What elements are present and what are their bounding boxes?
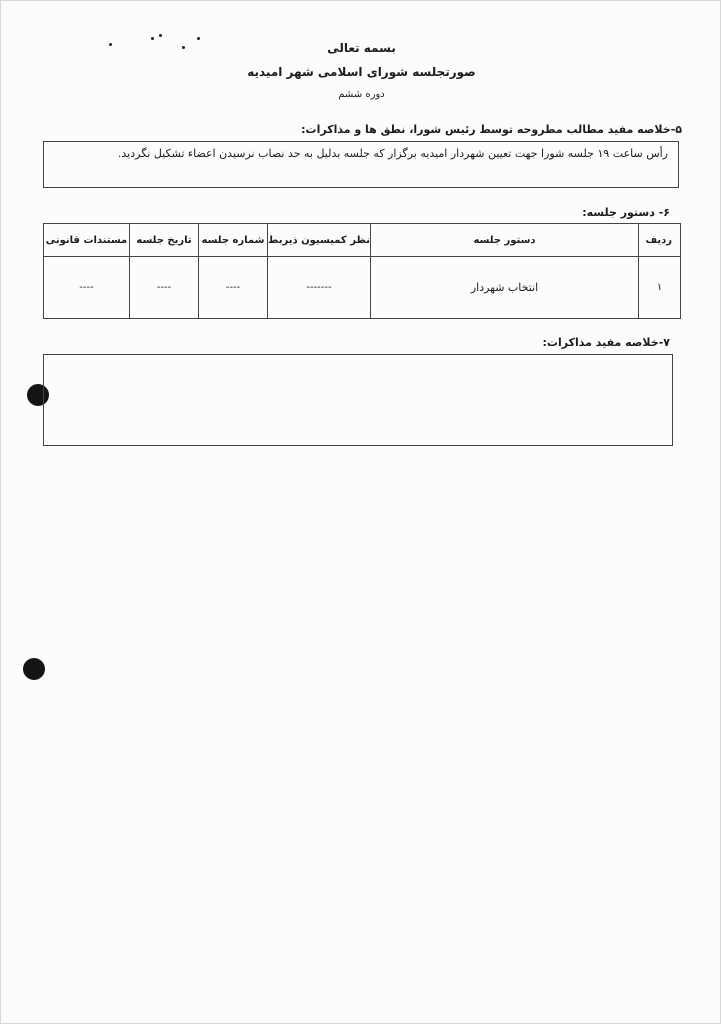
punch-hole-bottom [23, 658, 45, 680]
agenda-table [43, 223, 681, 319]
table-header-row [44, 224, 681, 257]
section7-heading: ۷-خلاصه مفید مذاکرات: [542, 336, 670, 349]
col-header-legal-documents: مستندات قانونی [44, 224, 130, 257]
section5-body: رأس ساعت ۱۹ جلسه شورا جهت تعیین شهردار امیدیه برگزار که جلسه بدلیل به حد نصاب نرسیدن اعضاء تشکیل نگردید. [117, 147, 668, 160]
col-header-session-date: تاریخ جلسه [130, 224, 199, 257]
speck [159, 34, 162, 37]
col-header-agenda: دستور جلسه [371, 224, 639, 257]
document-subtitle: صورتجلسه شورای اسلامی شهر امیدیه [247, 65, 476, 79]
section7-box [43, 354, 673, 446]
table-row [44, 257, 681, 319]
col-header-row-number: ردیف [639, 224, 681, 257]
cell-legal-documents: ---- [44, 257, 130, 319]
cell-session-date: ---- [130, 257, 199, 319]
speck [151, 37, 154, 40]
cell-commission-opinion: ------- [268, 257, 371, 319]
speck [197, 37, 200, 40]
cell-agenda: انتخاب شهردار [371, 257, 639, 319]
cell-row-number: ۱ [639, 257, 681, 319]
document-period: دوره ششم [338, 89, 385, 100]
section6-heading: ۶- دستور جلسه: [582, 206, 670, 219]
col-header-session-number: شماره جلسه [199, 224, 268, 257]
section5-box [43, 141, 679, 188]
document-title: بسمه تعالی [327, 41, 396, 55]
col-header-commission-opinion: نظر کمیسیون ذیربط [268, 224, 371, 257]
cell-session-number: ---- [199, 257, 268, 319]
section5-heading: ۵-خلاصه مفید مطالب مطروحه توسط رئیس شورا، نطق ها و مذاکرات: [301, 123, 682, 136]
